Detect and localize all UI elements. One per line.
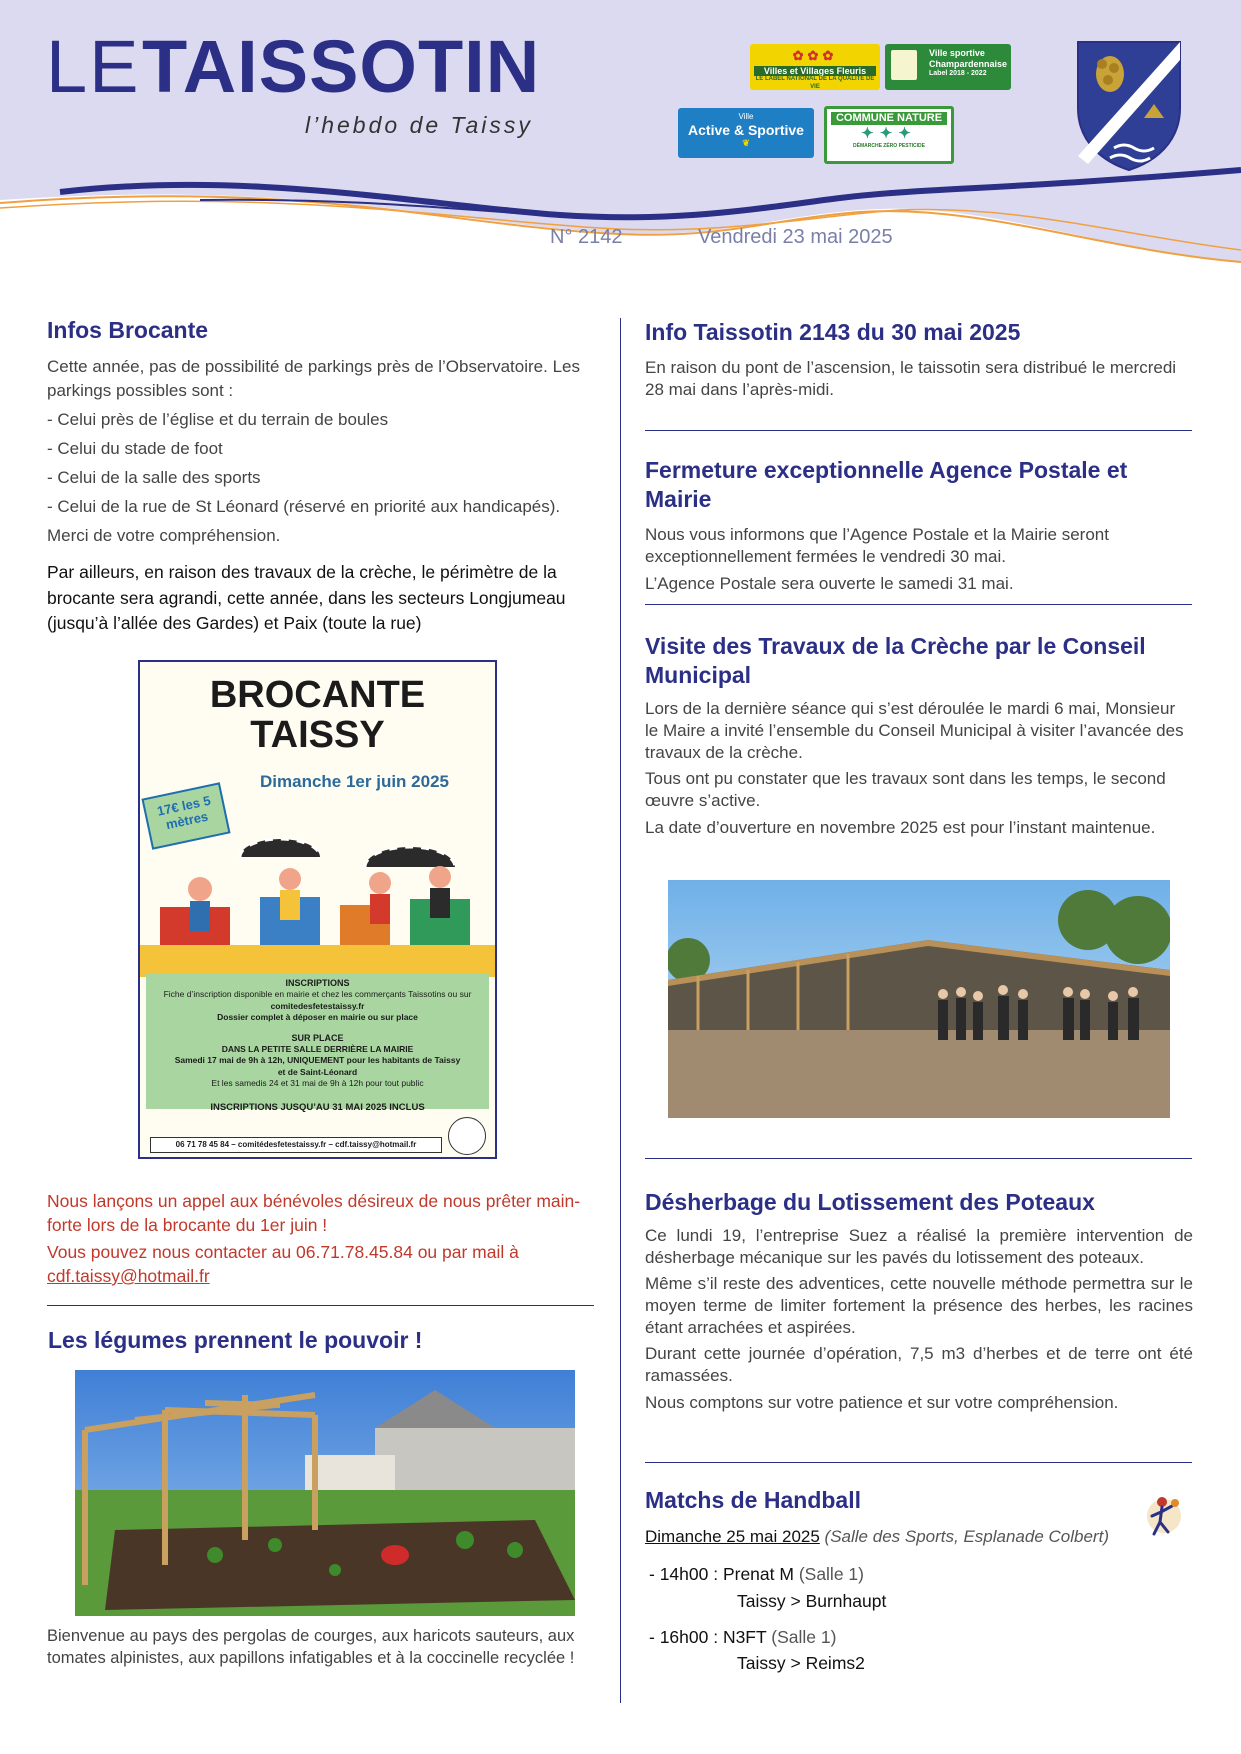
issue-number: N° 2142 [550, 226, 623, 248]
match-1 [649, 1561, 1193, 1614]
flower-icon: ✿✿✿ [792, 48, 838, 63]
legumes-caption: Bienvenue au pays des pergolas de courges, aux haricots sauteurs, aux tomates alpinistes, aux papillons infatigables et à la coccinelle recyclée ! [47, 1627, 575, 1668]
garden-photo [75, 1370, 575, 1616]
villes-fleuris-badge [750, 44, 880, 90]
match-2-time: - 16h00 : N3FT [649, 1626, 767, 1647]
section-divider [645, 1158, 1192, 1159]
handball-title: Matchs de Handball [645, 1487, 861, 1513]
desherbage-title: Désherbage du Lotissement des Poteaux [645, 1189, 1095, 1215]
poster-info-block [146, 973, 489, 1109]
volunteer-appeal [47, 1190, 595, 1289]
visite-article [645, 632, 1193, 841]
poster-date: Dimanche 1er juin 2025 [260, 772, 449, 791]
contact-phone-text: Vous pouvez nous contacter au 06.71.78.45.84 ou par mail à [47, 1242, 519, 1263]
issue-date: Vendredi 23 mai 2025 [698, 226, 893, 248]
match-1-teams: Taissy > Burnhaupt [737, 1590, 887, 1611]
villes-fleuris-label: Villes et Villages Fleuris [754, 66, 876, 77]
handball-article [645, 1486, 1193, 1676]
desherbage-article [645, 1188, 1193, 1416]
visite-p2: Tous ont pu constater que les travaux sont dans les temps, le second œuvre s’active. [645, 768, 1166, 810]
list-item: - Celui près de l’église et du terrain de boules [47, 410, 389, 430]
poster-deadline: INSCRIPTIONS JUSQU’AU 31 MAI 2025 INCLUS [210, 1102, 425, 1113]
commune-nature-label: COMMUNE NATURE [831, 112, 947, 125]
match-2 [649, 1624, 1193, 1677]
brocante-title: Infos Brocante [47, 317, 209, 343]
fermeture-p1: Nous vous informons que l’Agence Postale et la Mairie seront exceptionnellement fermées le vendredi 30 mai. [645, 524, 1109, 566]
active-sportive-top: Ville [738, 112, 754, 121]
poster-title-line1: BROCANTE [209, 674, 426, 716]
poster-surplace-line: Et les samedis 24 et 31 mai de 9h à 12h pour tout public [211, 1078, 424, 1089]
match-1-time: - 14h00 : Prenat M [649, 1564, 794, 1585]
column-divider [620, 318, 621, 1703]
subtitle: l’hebdo de Taissy [305, 112, 533, 138]
coat-of-arms-icon [1074, 38, 1184, 172]
list-item: - Celui du stade de foot [47, 438, 223, 458]
info-taissotin-article [645, 318, 1193, 401]
section-divider [645, 604, 1192, 605]
commune-nature-sub: DÉMARCHE ZÉRO PESTICIDE [853, 143, 925, 150]
poster-inscriptions-title: INSCRIPTIONS [285, 978, 350, 988]
visite-title: Visite des Travaux de la Crèche par le Conseil Municipal [645, 633, 1146, 688]
match-2-teams: Taissy > Reims2 [737, 1653, 865, 1674]
title-main: TAISSOTIN [142, 25, 541, 108]
poster-title [140, 676, 495, 756]
list-item: Merci de votre compréhension. [47, 525, 281, 545]
active-sportive-badge [678, 108, 814, 158]
handball-venue: (Salle des Sports, Esplanade Colbert) [819, 1526, 1109, 1546]
brocante-perimeter: Par ailleurs, en raison des travaux de la crèche, le périmètre de la brocante sera agrandi, cette année, dans les secteurs Longjumeau (jusqu’à l’allée des Gardes) et Paix (toute la rue) [47, 562, 566, 634]
garden-photo-image [75, 1370, 575, 1616]
laurel-icon: ❦ [742, 138, 750, 149]
market-illustration [140, 827, 495, 977]
active-sportive-label: Active & Sportive [688, 121, 804, 138]
creche-photo-image [668, 880, 1170, 1118]
appeal-text: Nous lançons un appel aux bénévoles désireux de nous prêter main-forte lors de la brocante du 1er juin ! [47, 1191, 581, 1235]
visite-p1: Lors de la dernière séance qui s’est déroulée le mardi 6 mai, Monsieur le Maire a invité l’ensemble du Conseil Municipal à visiter l’avancée des travaux de la crèche. [645, 698, 1184, 762]
visite-p3: La date d’ouverture en novembre 2025 est pour l’instant maintenue. [645, 817, 1156, 837]
poster-footer-contacts: 06 71 78 45 84 – comitédesfetestaissy.fr – cdf.taissy@hotmail.fr [150, 1137, 442, 1153]
legumes-article [48, 1326, 596, 1355]
handball-player-icon [1140, 1488, 1186, 1540]
masthead [0, 0, 1241, 285]
handball-date: Dimanche 25 mai 2025 [645, 1526, 820, 1546]
ville-sportive-label: Ville sportive Champardennaise [929, 48, 1008, 69]
list-item: - Celui de la salle des sports [47, 467, 261, 487]
ville-sportive-badge [885, 44, 1011, 90]
ville-sportive-sub: Label 2018 - 2022 [929, 69, 987, 77]
match-1-hall: (Salle 1) [793, 1564, 864, 1585]
section-divider [645, 1462, 1192, 1463]
desherbage-p1: Ce lundi 19, l’entreprise Suez a réalisé la première intervention de désherbage mécanique sur les pavés du lotissement des poteaux. [645, 1225, 1193, 1267]
fermeture-p2: L’Agence Postale sera ouverte le samedi 31 mai. [645, 573, 1014, 593]
fermeture-article [645, 456, 1193, 596]
creche-construction-photo [668, 880, 1170, 1118]
poster-title-line2: TAISSY [250, 713, 385, 756]
poster-surplace-line: DANS LA PETITE SALLE DERRIÈRE LA MAIRIE [221, 1043, 414, 1054]
ville-sportive-logo-icon [891, 50, 917, 80]
brocante-poster [138, 660, 497, 1159]
title-prefix: LE [46, 25, 141, 108]
handball-date-line [645, 1525, 1193, 1550]
contact-text [47, 1241, 595, 1288]
legumes-title: Les légumes prennent le pouvoir ! [48, 1327, 423, 1353]
comite-logo-icon [448, 1117, 486, 1155]
email-link[interactable]: cdf.taissy@hotmail.fr [47, 1265, 210, 1286]
desherbage-p2: Même s’il reste des adventices, cette nouvelle méthode permettra sur le moyen terme de limiter fortement la présence des herbes, les racines étant arrachées et aspirées. [645, 1273, 1193, 1338]
desherbage-p4: Nous comptons sur votre patience et sur votre compréhension. [645, 1393, 1119, 1413]
section-divider [47, 1305, 594, 1306]
poster-surplace-line: Samedi 17 mai de 9h à 12h, UNIQUEMENT pour les habitants de Taissy [174, 1055, 461, 1066]
brocante-article [47, 316, 595, 637]
poster-price-tag: 17€ les 5 mètres [141, 782, 230, 849]
fermeture-title: Fermeture exceptionnelle Agence Postale et Mairie [645, 457, 1128, 512]
poster-surplace-title: SUR PLACE [291, 1032, 344, 1043]
poster-inscriptions-line: comitedesfetestaissy.fr [270, 1000, 365, 1011]
poster-surplace-line: et de Saint-Léonard [277, 1066, 358, 1077]
parking-list [47, 406, 595, 550]
dragonfly-icon: ✦✦✦ [861, 125, 917, 143]
poster-inscriptions-line: Dossier complet à déposer en mairie ou sur place [217, 1012, 418, 1023]
poster-inscriptions-line: Fiche d’inscription disponible en mairie et chez les commerçants Taissotins ou sur [163, 989, 472, 1000]
info-taissotin-title: Info Taissotin 2143 du 30 mai 2025 [645, 319, 1021, 345]
commune-nature-badge [824, 106, 954, 164]
match-2-hall: (Salle 1) [766, 1626, 837, 1647]
list-item: - Celui de la rue de St Léonard (réservé en priorité aux handicapés). [47, 496, 561, 516]
section-divider [645, 430, 1192, 431]
desherbage-p3: Durant cette journée d’opération, 7,5 m3 d’herbes et de terre ont été ramassées. [645, 1344, 1193, 1386]
villes-fleuris-sub: LE LABEL NATIONAL DE LA QUALITÉ DE VIE [755, 76, 875, 90]
brocante-intro: Cette année, pas de possibilité de parkings près de l’Observatoire. Les parkings possibles sont : [47, 356, 580, 401]
info-taissotin-body: En raison du pont de l’ascension, le taissotin sera distribué le mercredi 28 mai dans l’après-midi. [645, 357, 1177, 399]
